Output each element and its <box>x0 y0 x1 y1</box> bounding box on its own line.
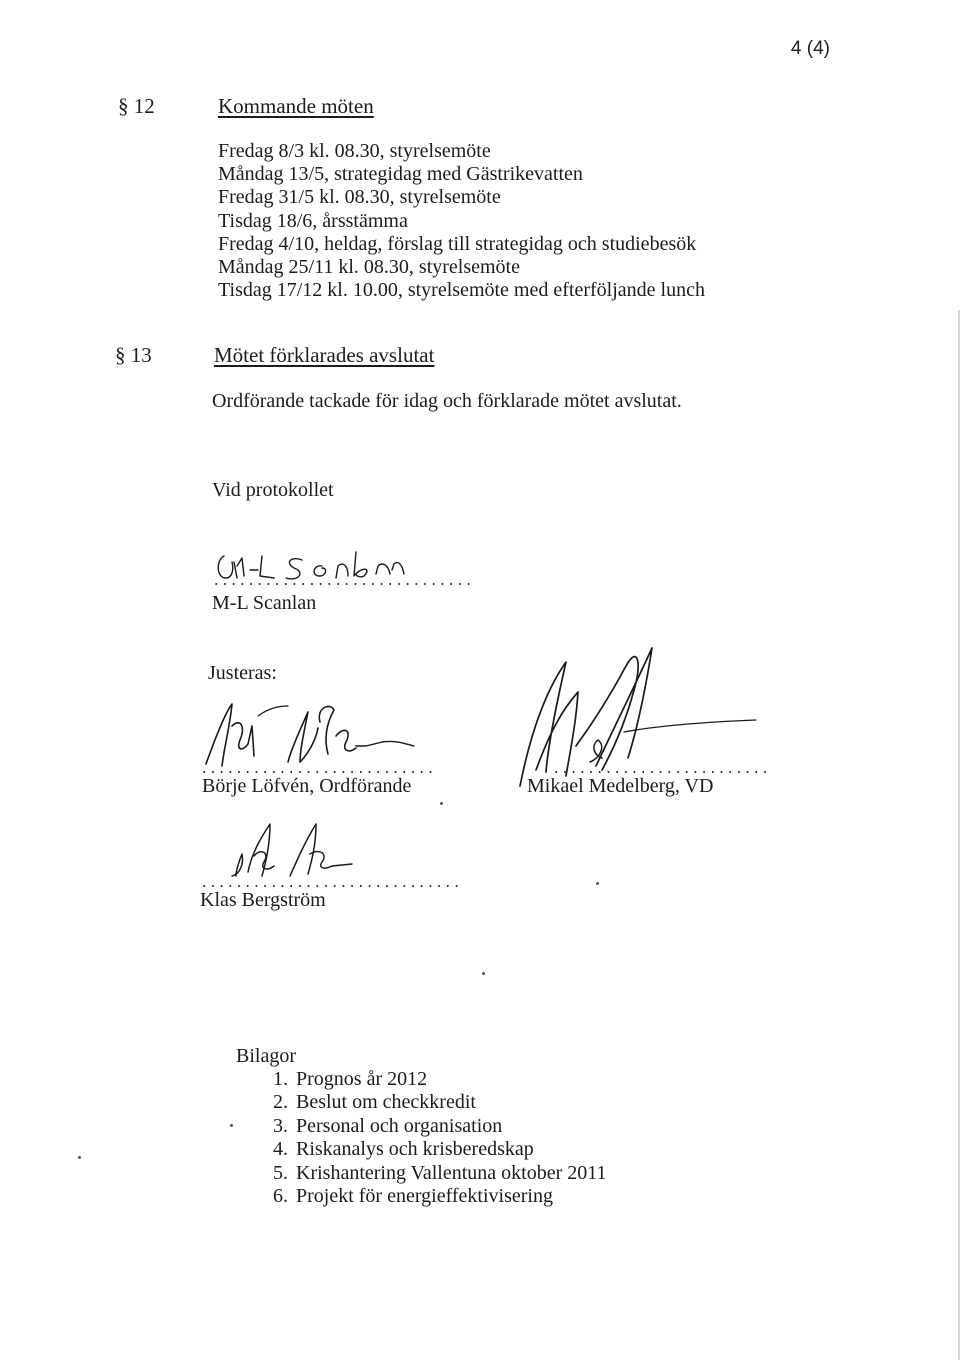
scan-speck <box>230 1124 233 1127</box>
meeting-item: Fredag 31/5 kl. 08.30, styrelsemöte <box>218 186 501 209</box>
attachment-label: Beslut om checkkredit <box>296 1091 476 1114</box>
attachment-label: Projekt för energieffektivisering <box>296 1185 553 1208</box>
attachment-label: Riskanalys och krisberedskap <box>296 1138 534 1161</box>
signer-name-mikael: Mikael Medelberg, VD <box>527 775 714 797</box>
attachment-item <box>258 1115 607 1138</box>
section-12-title: Kommande möten <box>218 94 374 118</box>
signature-klas-bergstrom <box>212 814 382 884</box>
attachment-item <box>258 1162 607 1185</box>
attachment-label: Personal och organisation <box>296 1114 503 1137</box>
attachment-label: Prognos år 2012 <box>296 1068 428 1090</box>
signature-line-borje: ........................... <box>200 762 435 778</box>
attachment-label: Krishantering Vallentuna oktober 2011 <box>296 1161 607 1184</box>
attachment-item <box>258 1091 607 1114</box>
attachment-number: 2. <box>273 1091 288 1114</box>
meeting-item: Fredag 8/3 kl. 08.30, styrelsemöte <box>218 140 491 162</box>
meeting-item: Fredag 4/10, heldag, förslag till strategidag och studiebesök <box>218 232 697 255</box>
protocol-name: M-L Scanlan <box>212 592 317 614</box>
scan-speck <box>78 1156 81 1159</box>
signature-line-mikael: ......................... <box>552 762 770 778</box>
section-13-title: Mötet förklarades avslutat <box>214 343 435 367</box>
attachment-number: 1. <box>273 1068 288 1090</box>
attachment-item <box>258 1185 607 1208</box>
scan-speck <box>596 882 599 885</box>
attachment-number: 5. <box>273 1161 288 1184</box>
attachment-item <box>258 1068 607 1091</box>
justeras-label: Justeras: <box>208 662 277 684</box>
meeting-item: Måndag 25/11 kl. 08.30, styrelsemöte <box>218 256 520 279</box>
attachment-item <box>258 1138 607 1161</box>
meeting-item: Tisdag 17/12 kl. 10.00, styrelsemöte med efterföljande lunch <box>218 279 705 302</box>
signer-name-borje: Börje Löfvén, Ordförande <box>202 775 412 797</box>
attachment-number: 4. <box>273 1138 288 1161</box>
meeting-list <box>218 140 705 302</box>
scan-speck <box>440 802 443 805</box>
page-number: 4 (4) <box>790 38 830 59</box>
scan-speck <box>482 972 485 975</box>
attachment-number: 6. <box>273 1185 288 1208</box>
attachments-list <box>258 1068 607 1208</box>
protocol-signature-line: .............................. <box>212 574 474 590</box>
signer-name-klas: Klas Bergström <box>200 889 326 911</box>
section-12-number: § 12 <box>118 94 155 118</box>
section-13-text: Ordförande tackade för idag och förklarade mötet avslutat. <box>212 390 682 412</box>
signature-line-klas: .............................. <box>200 876 462 892</box>
protocol-heading: Vid protokollet <box>212 479 334 501</box>
attachments-title: Bilagor <box>236 1045 296 1067</box>
attachment-number: 3. <box>273 1114 288 1137</box>
meeting-item: Tisdag 18/6, årsstämma <box>218 209 408 232</box>
section-13-number: § 13 <box>115 343 152 367</box>
meeting-item: Måndag 13/5, strategidag med Gästrikevatten <box>218 163 583 186</box>
